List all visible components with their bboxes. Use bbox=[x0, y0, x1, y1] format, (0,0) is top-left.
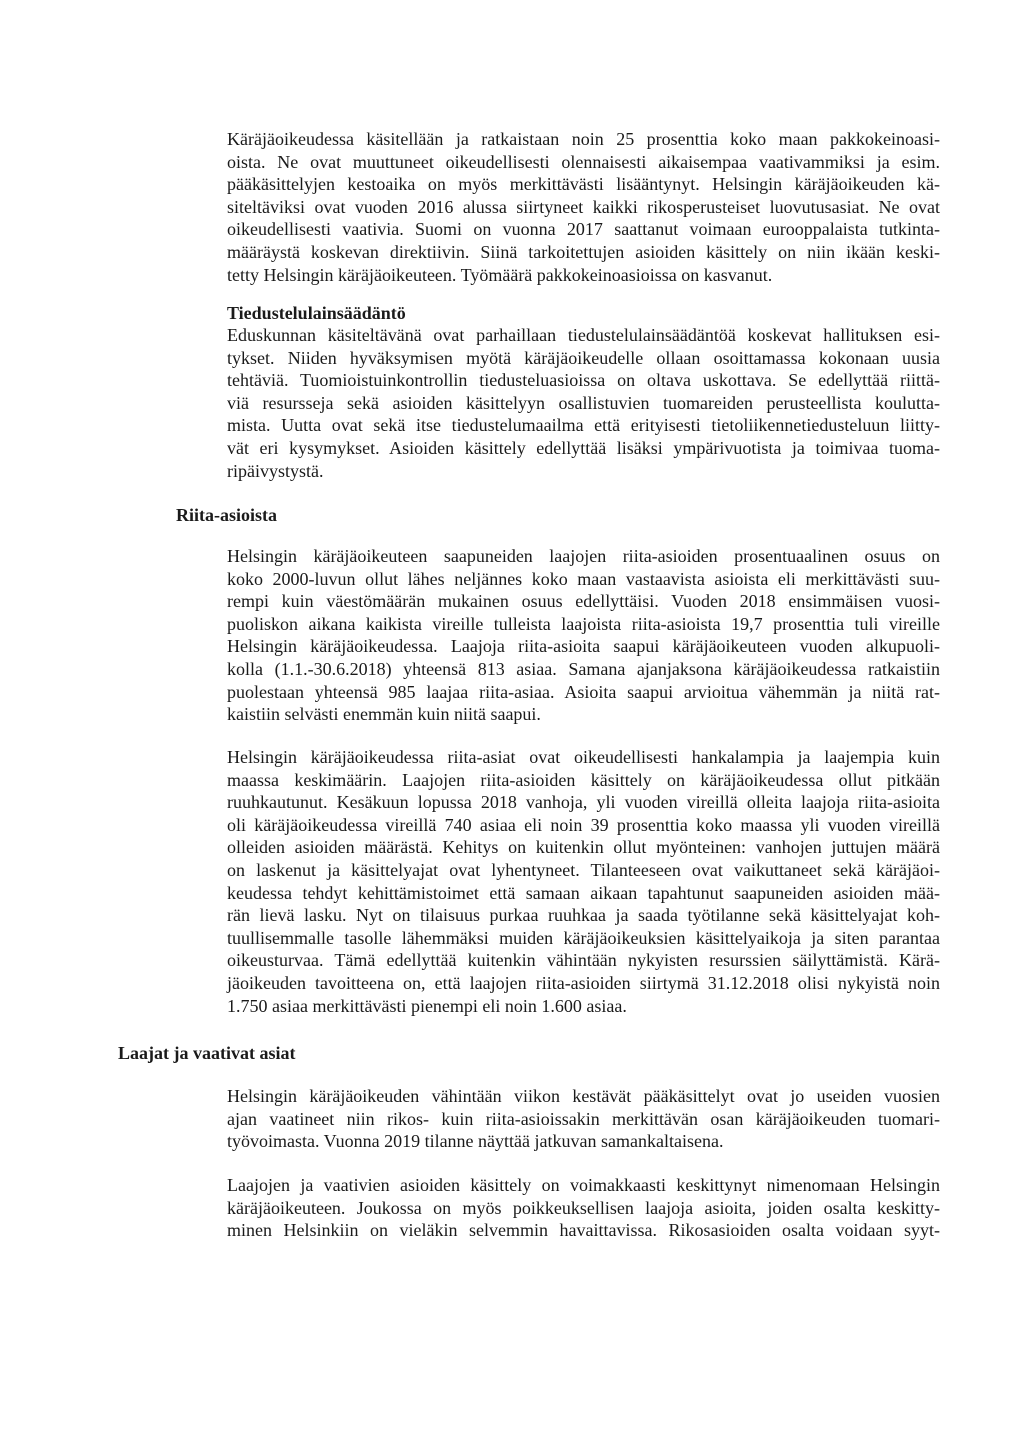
paragraph-riita-osuus bbox=[227, 545, 940, 726]
paragraph-paakasittelyt bbox=[227, 1085, 940, 1153]
text-line: työvoimasta. Vuonna 2019 tilanne näyttää jatkuvan samankaltaisena. bbox=[227, 1131, 724, 1152]
heading-laajat-ja-vaativat-asiat: Laajat ja vaativat asiat bbox=[118, 1043, 296, 1063]
text-line: tuullisemmalle tasolle lähemmäksi muiden käräjäoikeuksien käsittelyaikoja ja siten parantaa bbox=[227, 927, 940, 948]
text-line: Laajojen ja vaativien asioiden käsittely on voimakkaasti keskittynyt nimenomaan Helsingin bbox=[227, 1175, 940, 1195]
text-line: rän lievä lasku. Nyt on tilaisuus purkaa ruuhkaa ja saada työtilanne sekä käsittelyajat koh- bbox=[227, 905, 940, 926]
text-line: olleiden asioiden määrästä. Kehitys on kuitenkin ollut myönteinen: vanhojen juttujen määrä bbox=[227, 837, 940, 858]
text-line: maassa keskimäärin. Laajojen riita-asioiden käsittely on käräjäoikeudessa ollut pitkään bbox=[227, 769, 940, 790]
text-line: rempi kuin väestömäärän mukainen osuus edellyttäisi. Vuoden 2018 ensimmäisen vuosi- bbox=[227, 591, 940, 612]
paragraph-pakkokeinoasiat bbox=[227, 128, 940, 286]
text-line: puoliskon aikana kaikista vireille tulleista laajoista riita-asioista 19,7 prosenttia tuli vireille bbox=[227, 613, 940, 634]
text-line: ruuhkautunut. Kesäkuun lopussa 2018 vanhoja, yli vuoden vireillä olleita laajoja riita-asioita bbox=[227, 792, 940, 813]
text-line: Helsingin käräjäoikeudessa riita-asiat ovat oikeudellisesti hankalampia ja laajempia kuin bbox=[227, 747, 940, 767]
text-line: tykset. Niiden hyväksymisen myötä käräjäoikeudelle ollaan osoittamassa kokonaan uusia bbox=[227, 347, 940, 368]
text-line: määräystä koskevan direktiivin. Siinä tarkoitettujen asioiden käsittely on niin ikään keski- bbox=[227, 241, 940, 262]
text-line: oikeusturvaa. Tämä edellyttää kuitenkin vähintään nykyisten resurssien säilyttämistä. Kärä- bbox=[227, 950, 940, 971]
text-line: kolla (1.1.-30.6.2018) yhteensä 813 asiaa. Samana ajanjaksona käräjäoikeudessa ratkaistiin bbox=[227, 658, 940, 679]
text-line: minen Helsinkiin on vieläkin selvemmin havaittavissa. Rikosasioiden osalta voidaan syyt- bbox=[227, 1220, 940, 1241]
text-line: viä resursseja sekä asioiden käsittelyyn osallistuvien tuomareiden perusteellista koulutta- bbox=[227, 392, 940, 413]
heading-tiedustelulainsaadanto: Tiedustelulainsäädäntö bbox=[227, 303, 406, 323]
text-line: tetty Helsingin käräjäoikeuteen. Työmäärä pakkokeinoasioissa on kasvanut. bbox=[227, 264, 773, 285]
text-line: mista. Uutta ovat sekä itse tiedustelumaailma että erityisesti tietoliikennetiedusteluun liitty- bbox=[227, 415, 940, 436]
paragraph-tiedustelu bbox=[227, 324, 940, 482]
text-line: oli käräjäoikeudessa vireillä 740 asiaa eli noin 39 prosenttia koko maassa yli vuoden vireillä bbox=[227, 814, 940, 835]
text-line: keudessa tehdyt kehittämistoimet että samaan aikaan tapahtunut saapuneiden asioiden mää- bbox=[227, 882, 940, 903]
text-line: jäoikeuden tavoitteena on, että laajojen riita-asioiden siirtymä 31.12.2018 olisi nykyistä noin bbox=[227, 972, 940, 993]
text-line: 1.750 asiaa merkittävästi pienempi eli noin 1.600 asiaa. bbox=[227, 995, 627, 1016]
text-line: Helsingin käräjäoikeudessa. Laajoja riita-asioita saapui käräjäoikeuteen vuoden alkupuoli- bbox=[227, 636, 940, 657]
text-line: vät eri kysymykset. Asioiden käsittely edellyttää lisäksi ympärivuotista ja toimivaa tuoma- bbox=[227, 437, 940, 458]
text-line: kaistiin selvästi enemmän kuin niitä saapui. bbox=[227, 704, 541, 725]
paragraph-riita-ruuhka bbox=[227, 746, 940, 1017]
text-line: tehtäviä. Tuomioistuinkontrollin tiedusteluasioissa on oltava uskottava. Se edellyttää riittä- bbox=[227, 370, 940, 391]
text-line: ripäivystystä. bbox=[227, 460, 324, 481]
paragraph-keskittyminen bbox=[227, 1174, 940, 1242]
text-line: Eduskunnan käsiteltävänä ovat parhaillaan tiedustelulainsäädäntöä koskevat hallituksen esi- bbox=[227, 325, 940, 345]
text-line: ajan vaatineet niin rikos- kuin riita-asioissakin merkittävän osan käräjäoikeuden tuomari- bbox=[227, 1108, 940, 1129]
text-line: on laskenut ja käsittelyajat ovat lyhentyneet. Tilanteeseen ovat vaikuttaneet sekä käräjäoi- bbox=[227, 859, 940, 880]
text-line: Helsingin käräjäoikeuden vähintään viikon kestävät pääkäsittelyt ovat jo useiden vuosien bbox=[227, 1086, 940, 1106]
text-line: oista. Ne ovat muuttuneet oikeudellisesti olennaisesti aikaisempaa vaativammiksi ja esim. bbox=[227, 151, 940, 172]
text-line: käräjäoikeuteen. Joukossa on myös poikkeuksellisen laajoja asioita, joiden osalta keskitty- bbox=[227, 1197, 940, 1218]
text-line: oikeudellisesti vaativia. Suomi on vuonna 2017 saattanut voimaan eurooppalaista tutkinta- bbox=[227, 219, 940, 240]
heading-riita-asioista: Riita-asioista bbox=[176, 505, 277, 525]
text-line: Käräjäoikeudessa käsitellään ja ratkaistaan noin 25 prosenttia koko maan pakkokeinoasi- bbox=[227, 129, 940, 149]
text-line: puolestaan yhteensä 985 laajaa riita-asiaa. Asioita saapui arvioitua vähemmän ja niitä rat- bbox=[227, 681, 940, 702]
text-line: pääkäsittelyjen kestoaika on myös merkittävästi lisääntynyt. Helsingin käräjäoikeuden kä- bbox=[227, 174, 940, 195]
text-line: Helsingin käräjäoikeuteen saapuneiden laajojen riita-asioiden prosentuaalinen osuus on bbox=[227, 546, 940, 566]
text-line: siteltäviksi ovat vuoden 2016 alussa siirtyneet kaikki rikosperusteiset luovutusasiat. Ne ovat bbox=[227, 196, 940, 217]
text-line: koko 2000-luvun ollut lähes neljännes koko maan vastaavista asioista eli merkittävästi suu- bbox=[227, 568, 940, 589]
